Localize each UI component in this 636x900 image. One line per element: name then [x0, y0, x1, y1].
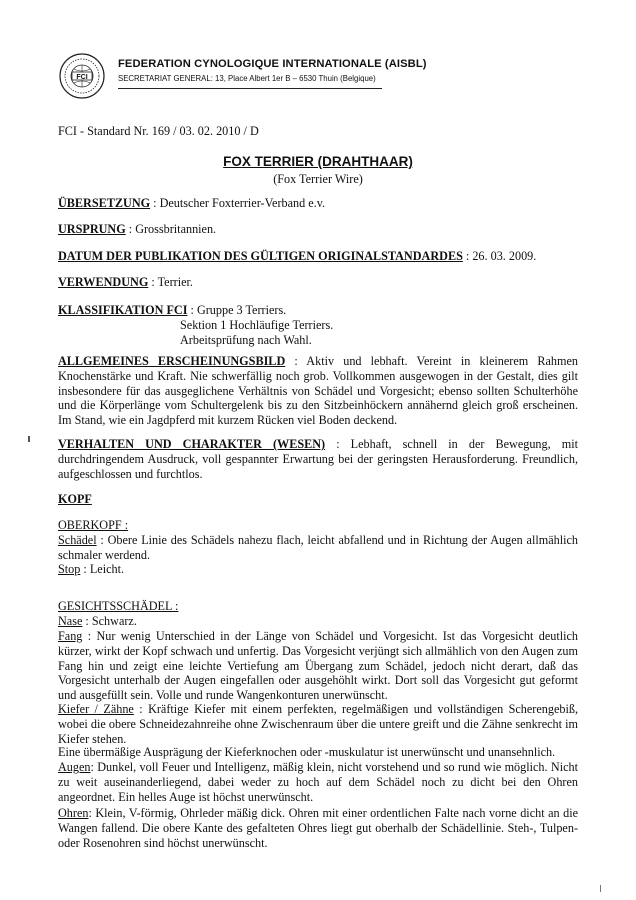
- ohren-text: : Klein, V-förmig, Ohrleder mäßig dick. Ohren mit einer ordentlichen Falte nach vorne dicht an die Wangen fallend. Die obere Kante des gefalteten Ohres liegt gut oberhalb der Schädellinie. Steh-, Tulpen- oder Rosenohren sind höchst unerwünscht.: [58, 806, 578, 850]
- ursprung-line: [58, 222, 216, 237]
- kiefer-extra: Eine übermäßige Ausprägung der Kieferknochen oder -muskulatur ist unerwünscht und unansehnlich.: [58, 745, 556, 759]
- ursprung-value: : Grossbritannien.: [125, 222, 217, 236]
- verwendung-value: : Terrier.: [148, 275, 193, 289]
- augen-label: Augen: [58, 760, 91, 774]
- klassifikation-label: KLASSIFIKATION FCI: [58, 303, 188, 317]
- scan-mark: [28, 436, 30, 442]
- gesichtsschaedel-heading: GESICHTSSCHÄDEL :: [58, 599, 179, 613]
- schaedel-text: : Obere Linie des Schädels nahezu flach, leicht abfallend und in Richtung der Augen allmählich schmaler werdend.: [58, 533, 578, 562]
- kopf-heading: KOPF: [58, 492, 92, 506]
- uebersetzung-value: : Deutscher Foxterrier-Verband e.v.: [150, 196, 326, 210]
- datum-label: DATUM DER PUBLIKATION DES GÜLTIGEN ORIGINALSTANDARDES: [58, 249, 463, 263]
- scan-mark: [600, 885, 601, 892]
- verwendung-label: VERWENDUNG: [58, 275, 149, 289]
- fang-label: Fang: [58, 629, 83, 643]
- breed-title: FOX TERRIER (DRAHTHAAR): [223, 154, 413, 169]
- datum-value: : 26. 03. 2009.: [462, 249, 537, 263]
- verwendung-line: [58, 275, 193, 290]
- klassifikation-line: [58, 303, 286, 318]
- augen-paragraph: [58, 760, 578, 804]
- nase-label: Nase: [58, 614, 83, 628]
- klassifikation-sektion: Sektion 1 Hochläufige Terriers.: [180, 318, 334, 332]
- verhalten-label: VERHALTEN UND CHARAKTER (WESEN): [58, 437, 326, 451]
- org-name: FEDERATION CYNOLOGIQUE INTERNATIONALE (AISBL): [118, 58, 427, 70]
- stop-line: [58, 562, 124, 577]
- allgemeines-text: : Aktiv und lebhaft. Vereint in kleinerem Rahmen Knochenstärke und Kraft. Nie schwerfällig noch grob. Vollkommen ausgewogen in der Gestalt, dies gilt insbesondere für das ausgeglichene Verhältnis von Schädel und Vorgesicht; ebenso sollten Schulterhöhe und die Körperlänge vom Schultergelenk bis zu den Sitzbeinhöckern annähernd gleich groß erscheinen. Im Stand, wie ein Jagdpferd mit kurzem Rücken viel Boden deckend.: [58, 354, 579, 428]
- uebersetzung-line: [58, 196, 325, 211]
- ohren-paragraph: [58, 806, 578, 850]
- fang-paragraph: [58, 629, 578, 703]
- verhalten-text: : Lebhaft, schnell in der Bewegung, mit durchdringendem Ausdruck, voll gespannter Erwartung bei der geringsten Herausforderung. Freundlich, aufgeschlossen und furchtlos.: [58, 437, 578, 481]
- stop-text: : Leicht.: [80, 562, 125, 576]
- schaedel-label: Schädel: [58, 533, 97, 547]
- stop-label: Stop: [58, 562, 81, 576]
- oberkopf-heading: OBERKOPF :: [58, 518, 129, 532]
- kiefer-text: : Kräftige Kiefer mit einem perfekten, regelmäßigen und vollständigen Scherengebiß, wobei die obere Schneidezahnreihe ohne Zwischenraum über die untere greift und die Zähne senkrecht im Kiefer stehen.: [58, 702, 578, 746]
- datum-line: [58, 249, 536, 264]
- klassifikation-arbeit: Arbeitsprüfung nach Wahl.: [180, 333, 312, 347]
- allgemeines-label: ALLGEMEINES ERSCHEINUNGSBILD: [58, 354, 286, 368]
- nase-line: [58, 614, 137, 629]
- nase-text: : Schwarz.: [82, 614, 137, 628]
- ursprung-label: URSPRUNG: [58, 222, 126, 236]
- header-rule: [118, 88, 382, 89]
- kiefer-paragraph: [58, 702, 578, 746]
- ohren-label: Ohren: [58, 806, 89, 820]
- klassifikation-gruppe: : Gruppe 3 Terriers.: [187, 303, 287, 317]
- standard-reference: FCI - Standard Nr. 169 / 03. 02. 2010 / D: [58, 124, 259, 138]
- augen-text: : Dunkel, voll Feuer und Intelligenz, mäßig klein, nicht vorstehend und so rund wie möglich. Nicht zu weit auseinanderliegend, dabei weder zu hoch auf dem Schädel noch zu dicht bei den Ohren angeordnet. Ein helles Auge ist höchst unerwünscht.: [58, 760, 578, 804]
- org-address: SECRETARIAT GENERAL: 13, Place Albert 1er B – 6530 Thuin (Belgique): [118, 74, 376, 83]
- allgemeines-paragraph: [58, 354, 578, 428]
- kiefer-label: Kiefer / Zähne: [58, 702, 134, 716]
- schaedel-paragraph: [58, 533, 578, 563]
- svg-text:FCI: FCI: [76, 73, 88, 81]
- fang-text: : Nur wenig Unterschied in der Länge von Schädel und Vorgesicht. Ist das Vorgesicht deutlich kürzer, wirkt der Kopf schwach und unfertig. Das Vorgesicht verjüngt sich allmählich von den Augen zum Fang hin und zeigt eine leichte Vertiefung am Übergang zum Schädel, jedoch nicht derart, daß das Vorgesicht unterhalb der Augen eingefallen oder ausgehöhlt wirkt. Dort soll das Vorgesicht gut geformt und ausgefüllt sein. Volle und runde Wangenkonturen unerwünscht.: [58, 629, 578, 703]
- verhalten-paragraph: [58, 437, 578, 481]
- fci-logo: [58, 52, 106, 100]
- uebersetzung-label: ÜBERSETZUNG: [58, 196, 151, 210]
- breed-subtitle: (Fox Terrier Wire): [273, 172, 363, 186]
